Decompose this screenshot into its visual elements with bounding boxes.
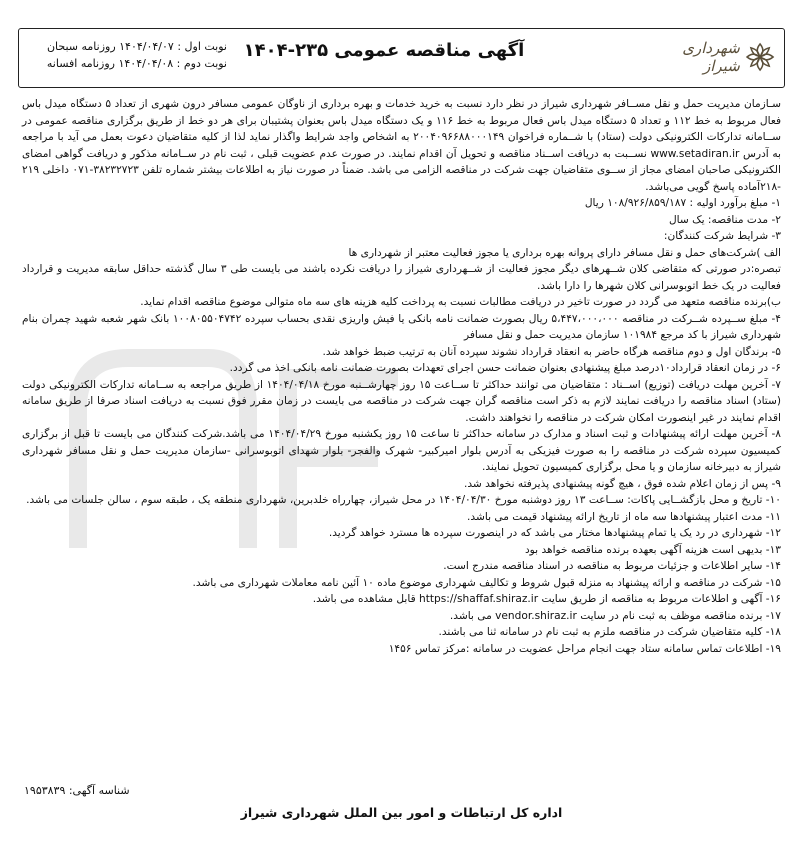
organization-signature: اداره کل ارتباطات و امور بین الملل شهرداری شیراز xyxy=(240,805,563,820)
clause-6: ۶- در زمان انعقاد قرارداد۱۰درصد مبلغ پیشنهادی بعنوان ضمانت حسن اجرای تعهدات بصورت ضمانت نامه بانکی اخذ می گردد. xyxy=(229,362,781,374)
clause-13: ۱۳- بدیهی است هزینه آگهی بعهده برنده مناقصه خواهد بود xyxy=(524,543,781,556)
clause-4: ۴- مبلغ ســپرده شــرکت در مناقصه ۵،۴۴۷،۰۰۰،۰۰۰ ریال بصورت ضمانت نامه بانکی یا فیش واریزی نقدی بحساب سپرده ۱۰۰۸۰۵۵۰۴۷۴۲ بانک شهر شعبه شهید چمران بنام شهرداری شیراز با کد مرجع ۱۰۱۹۸۴ سازمان مدیریت حمل و نقل مسافر xyxy=(22,312,781,341)
clause-16: ۱۶- آگهی و اطلاعات مربوط به مناقصه از طریق سایت https://shaffaf.shiraz.ir قابل مشاهده می باشد. xyxy=(312,593,781,605)
clause-2: ۲- مدت مناقصه: یک سال xyxy=(668,213,781,226)
clause-7: ۷- آخرین مهلت دریافت (توزیع) اســناد : متقاضیان می توانند حداکثر تا ســاعت ۱۵ روز چهارشــنبه مورخ ۱۴۰۴/۰۴/۱۸ از طریق مراجعه به ســامانه تدارکات الکترونیکی دولت (ستاد) اسناد مناقصه را دریافت نمایند لازم به ذکر است مناقصه گران جهت شرکت در مناقصه می بایست در زمان مقرر فوق نسبت به دریافت اسناد صرفا از طریق سامانه اقدام نمایند در غیر اینصورت امکان شرکت در مناقصه را نخواهند داشت. xyxy=(22,378,781,424)
publication-dates xyxy=(27,38,227,72)
logo-text: شهرداری شیراز xyxy=(682,39,740,75)
clause-10: ۱۰- تاریخ و محل بازگشــایی پاکات: ســاعت ۱۳ روز دوشنبه مورخ ۱۴۰۴/۰۴/۳۰ در محل شیراز، چهارراه خلدبرین، شهرداری منطقه یک ، طبقه سوم ، سالن جلسات می باشد. xyxy=(26,494,781,506)
clause-15: ۱۵- شرکت در مناقصه و ارائه پیشنهاد به منزله قبول شروط و تکالیف شهرداری موضوع ماده ۱۰ آئین نامه معاملات شهرداری می باشد. xyxy=(192,576,781,589)
notice-header xyxy=(18,28,785,88)
clause-3: ۳- شرایط شرکت کنندگان: xyxy=(663,230,781,242)
clause-9: ۹- پس از زمان اعلام شده فوق ، هیچ گونه پیشنهادی پذیرفته نخواهد شد. xyxy=(464,477,781,490)
clause-19: ۱۹- اطلاعات تماس سامانه ستاد جهت انجام مراحل عضویت در سامانه :مرکز تماس ۱۴۵۶ xyxy=(388,642,781,655)
clause-3a: الف )شرکت‌های حمل و نقل مسافر دارای پروانه بهره برداری یا مجوز فعالیت معتبر از شهرداری ها xyxy=(348,246,781,259)
clause-1: ۱- مبلغ برآورد اولیه : ۱۰۸/۹۲۶/۸۵۹/۱۸۷ ریال xyxy=(584,197,781,209)
intro-paragraph: سـازمان مدیریت حمل و نقل مســافر شهرداری شیراز در نظر دارد نسبت به خرید خدمات و بهره برداری از ناوگان عمومی مسافر درون شهری از تعداد ۵ دستگاه میدل باس فعال مربوط به خط ۱۱۲ و تعداد ۵ دستگاه میدل باس فعال مربوط به خط ۱۱۶ و یک دستگاه میدل باس بعنوان پشتیبان برای هر دو خط از طریق برگزاری مناقصه عمومی در ســامانه تدارکات الکترونیکی دولت (ستاد) با شــماره فراخوان ۲۰۰۴۰۹۶۶۸۸۰۰۰۱۴۹ به اشخاص واجد شرایط واگذار نماید لذا از کلیه متقاضیان دعوت بعمل می آید با مراجعه به آدرس www.setadiran.ir نســبت به دریافت اســناد مناقصه و تحویل آن اقدام نمایند. در صورت عدم عضویت قبلی ، ثبت نام در ســامانه مذکور و دریافت گواهی امضای الکترونیکی صاحبان امضای مجاز از ســوی متقاضیان جهت شرکت در مناقصه الزامی می باشد. ضمناً در صورت نیاز به اطلاعات بیشتر شماره تلفن ۳۸۲۳۲۷۲۳-۰۷۱ داخلی ۲۱۹ -۲۱۸آماده پاسخ گویی می‌باشد. xyxy=(22,98,782,193)
clause-14: ۱۴- سایر اطلاعات و جزئیات مربوط به مناقصه در اسناد مناقصه مندرج است. xyxy=(443,560,781,572)
notice-body xyxy=(18,96,785,657)
clause-3-note: تبصره:در صورتی که متقاضی کلان شــهرهای دیگر مجوز فعالیت از شــهرداری شیراز را دریافت نکرده باشند می بایست طی ۳ سال گذشته حداقل سابقه مدیریت و قرارداد فعالیت در یک خط اتوبوسرانی کلان شهرها را دارا باشد. xyxy=(22,263,781,292)
clause-3b: ب)برنده مناقصه متعهد می گردد در صورت تاخیر در دریافت مطالبات نسبت به پرداخت کلیه هزینه های سه ماه متوالی موضوع مناقصه اقدام نماید. xyxy=(140,296,781,308)
clause-5: ۵- برندگان اول و دوم مناقصه هرگاه حاضر به انعقاد قرارداد نشوند سپرده آنان به ترتیب ضبط خواهد شد. xyxy=(322,345,781,358)
clause-17: ۱۷- برنده مناقصه موظف به ثبت نام در سایت vendor.shiraz.ir می باشد. xyxy=(449,609,781,622)
second-publication: نوبت دوم : ۱۴۰۴/۰۴/۰۸ روزنامه افسانه xyxy=(46,57,227,70)
clause-8: ۸- آخرین مهلت ارائه پیشنهادات و ثبت اسناد و مدارک در سامانه حداکثر تا ساعت ۱۵ روز یکشنبه مورخ ۱۴۰۴/۰۴/۲۹ می باشد.شرکت کنندگان می بایست تا قبل از برگزاری کمیسیون سپرده شرکت در مناقصه را به صورت فیزیکی به آدرس بلوار امیرکبیر- شهرک والفجر- بلوار شهدای اتوبوسرانی -سازمان مدیریت حمل و نقل مسافر شهرداری شیراز به دبیرخانه سازمان و یا محل برگزاری کمیسیون تحویل نمایند. xyxy=(22,428,781,473)
clause-11: ۱۱- مدت اعتبار پیشنهادها سه ماه از تاریخ ارائه پیشنهاد قیمت می باشد. xyxy=(467,510,781,523)
tender-notice xyxy=(18,28,785,828)
clause-18: ۱۸- کلیه متقاضیان شرکت در مناقصه ملزم به ثبت نام در سامانه ثنا می باشند. xyxy=(438,626,781,638)
notice-title: آگهی مناقصه عمومی ۲۳۵-۱۴۰۴ xyxy=(243,40,525,61)
first-publication: نوبت اول : ۱۴۰۴/۰۴/۰۷ روزنامه سبحان xyxy=(46,40,227,53)
flower-emblem-icon xyxy=(744,36,776,78)
clause-12: ۱۲- شهرداری در رد یک یا تمام پیشنهادها مختار می باشد که در اینصورت سپرده ها مسترد خواهد گردید. xyxy=(328,527,781,539)
ad-code: شناسه آگهی: ۱۹۵۳۸۳۹ xyxy=(24,784,130,797)
shiraz-municipality-logo xyxy=(664,35,776,79)
